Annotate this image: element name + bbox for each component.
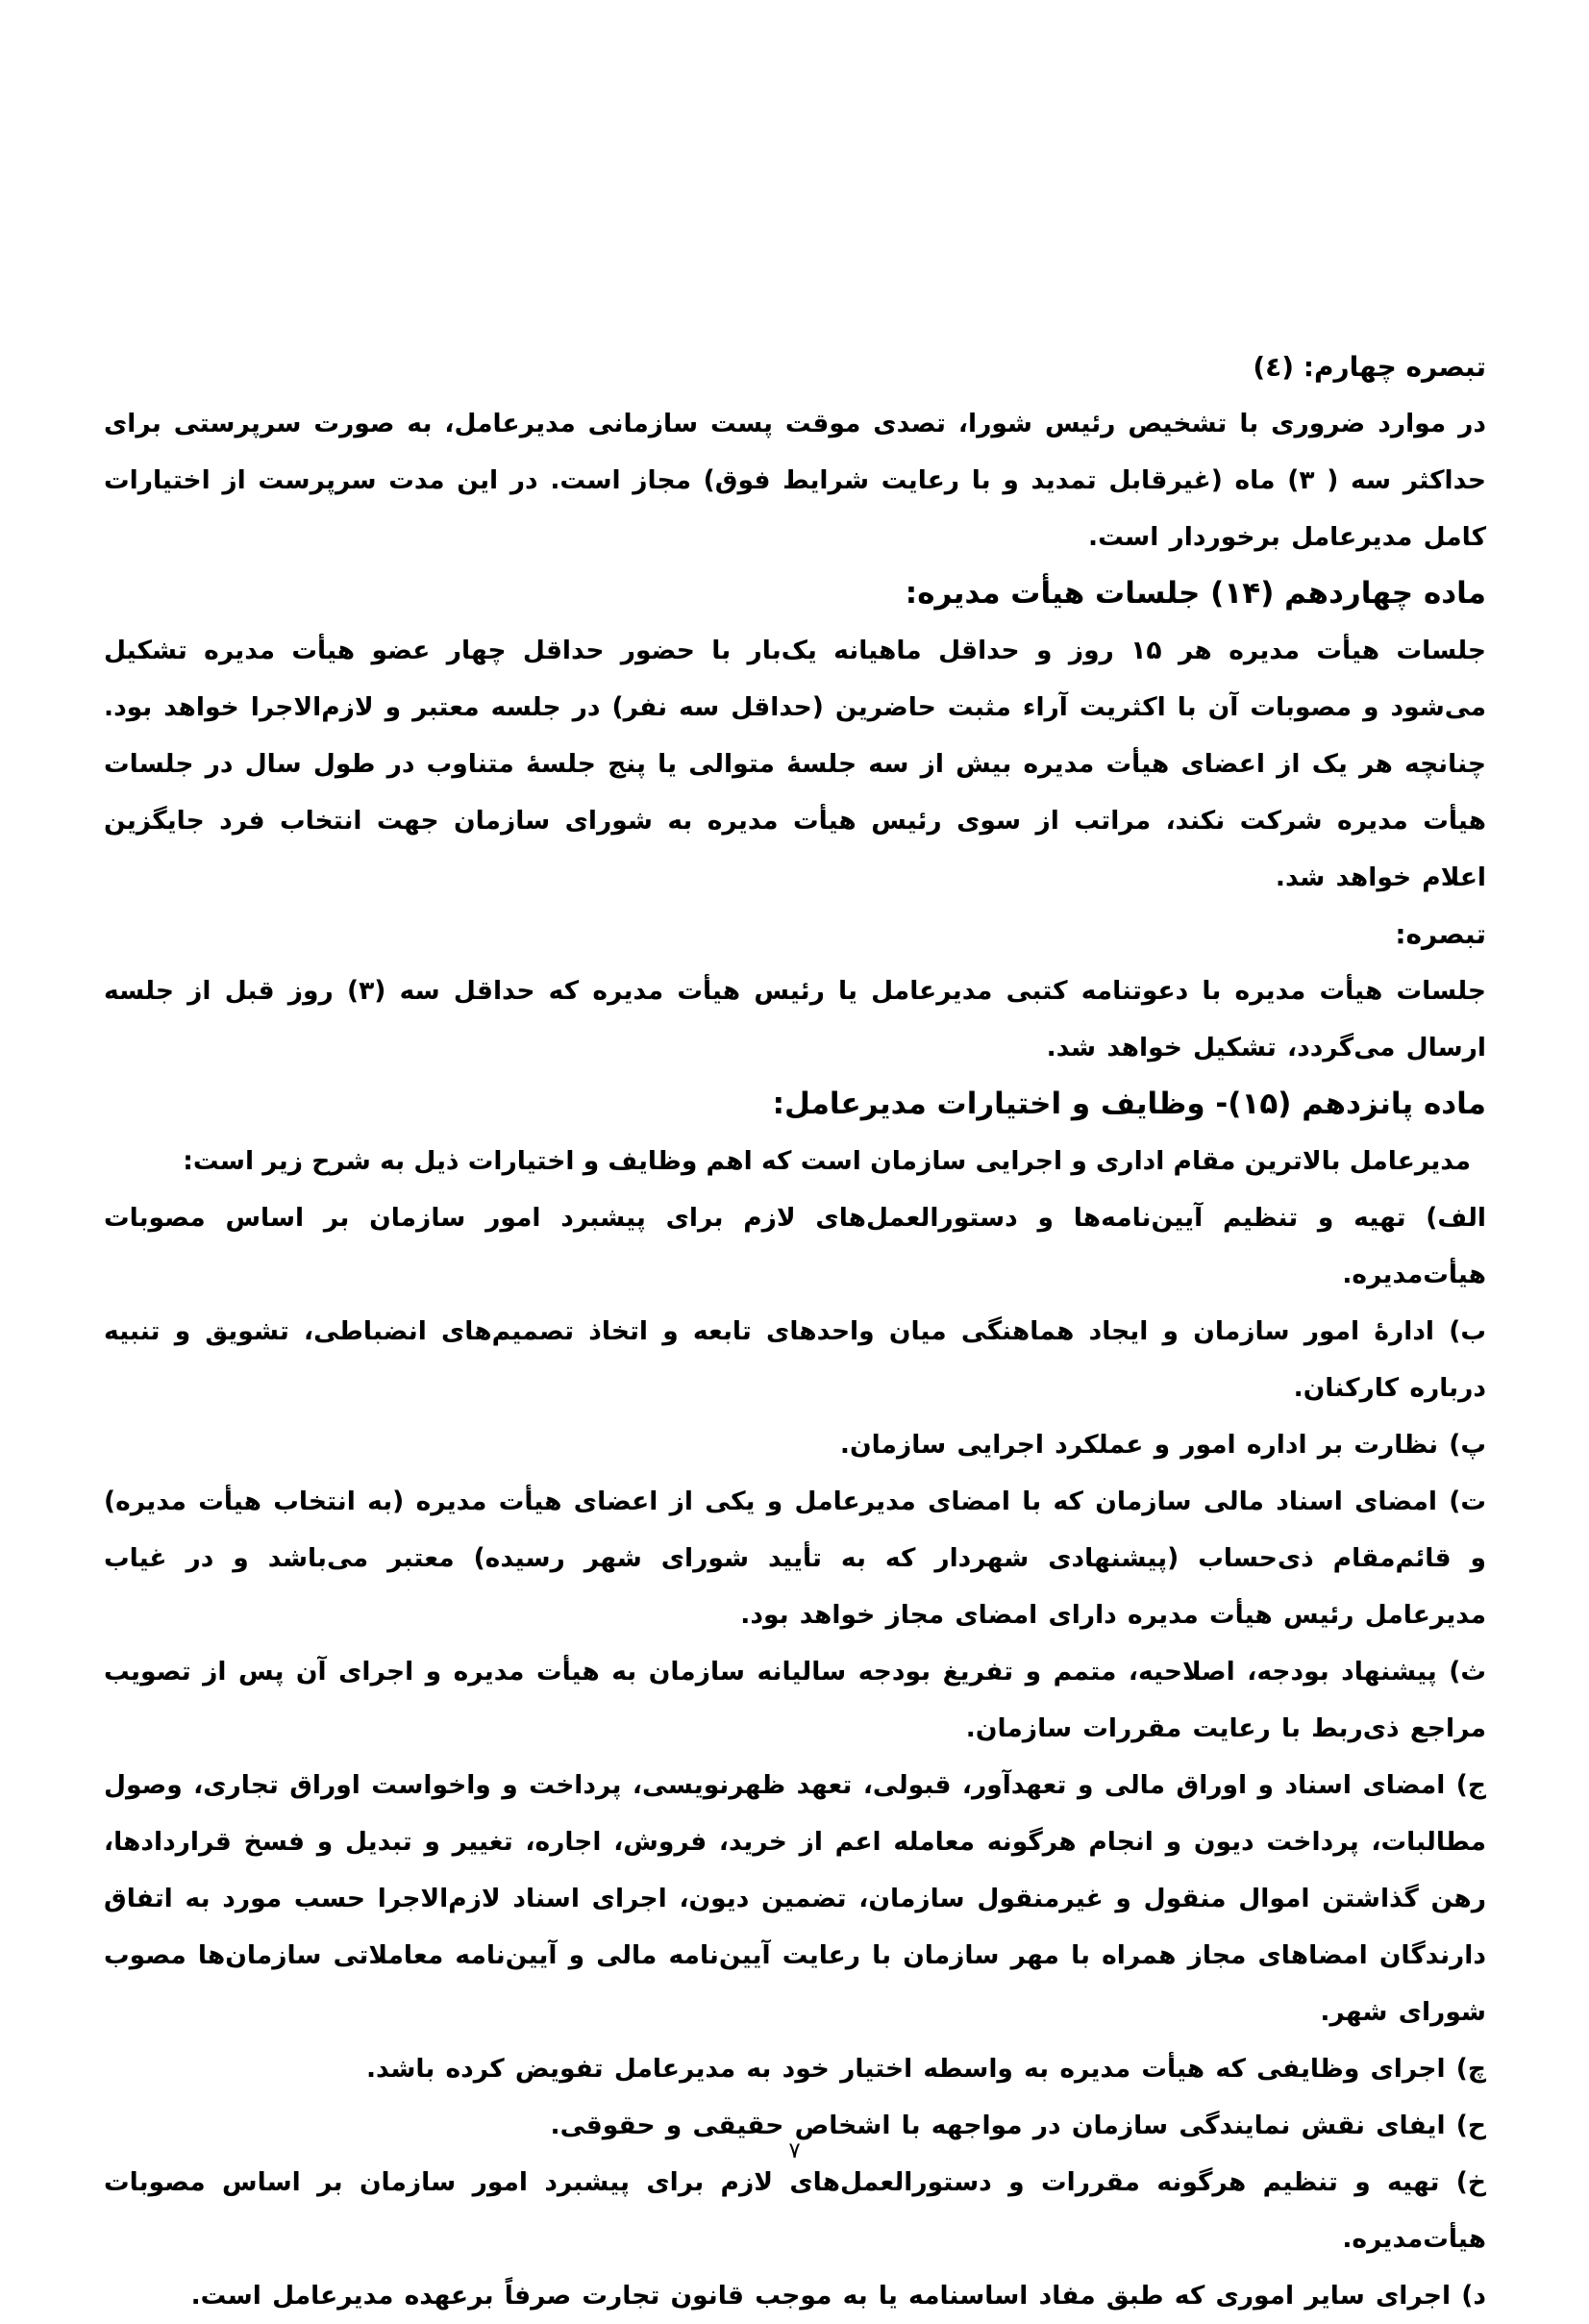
article-14-paragraph: جلسات هیأت مدیره هر ۱۵ روز و حداقل ماهیانه یک‌بار با حضور حداقل چهار عضو هیأت مدیره تشکیل می‌شود و مصوبات آن با اکثریت آراء مثبت حاضرین (حداقل سه نفر) در جلسه معتبر و لازم‌الاجرا خواهد بود. چنانچه هر یک از اعضای هیأت مدیره بیش از سه جلسۀ متوالی یا پنج جلسۀ متناوب در طول سال در جلسات هیأت مدیره شرکت نکند، مراتب از سوی رئیس هیأت مدیره به شورای سازمان جهت انتخاب فرد جایگزین اعلام خواهد شد.	[104, 636, 1486, 892]
duty-item-alef: الف) تهیه و تنظیم آیین‌نامه‌ها و دستورالعمل‌های لازم برای پیشبرد امور سازمان بر اساس مصوبات هیأت‌مدیره.	[104, 1203, 1486, 1289]
duty-item-dal: د) اجرای سایر اموری که طبق مفاد اساسنامه یا به موجب قانون تجارت صرفاً برعهده مدیرعامل است.	[190, 2281, 1486, 2311]
note-4-paragraph: در موارد ضروری با تشخیص رئیس شورا، تصدی موقت پست سازمانی مدیرعامل، به صورت سرپرستی برای حداکثر سه ( ۳) ماه (غیرقابل تمدید و با رعایت شرایط فوق) مجاز است. در این مدت سرپرست از اختیارات کامل مدیرعامل برخوردار است.	[104, 409, 1486, 552]
duty-item-he: ح) ایفای نقش نمایندگی سازمان در مواجهه با اشخاص حقیقی و حقوقی.	[550, 2111, 1486, 2140]
duty-item-pe: پ) نظارت بر اداره امور و عملکرد اجرایی سازمان.	[839, 1430, 1486, 1460]
article-14-heading: ماده چهاردهم (۱۴) جلسات هیأت مدیره:	[905, 576, 1486, 611]
note-heading: تبصره:	[1395, 918, 1486, 950]
duty-item-khe: خ) تهیه و تنظیم هرگونه مقررات و دستورالعمل‌های لازم برای پیشبرد امور سازمان بر اساس مصوبات هیأت‌مدیره.	[104, 2167, 1486, 2254]
duty-item-se: ث) پیشنهاد بودجه، اصلاحیه، متمم و تفریغ بودجه سالیانه سازمان به هیأت مدیره و اجرای آن پس از تصویب مراجع ذی‌ربط با رعایت مقررات سازمان.	[104, 1657, 1486, 1743]
duty-item-che: چ) اجرای وظایفی که هیأت مدیره به واسطه اختیار خود به مدیرعامل تفویض کرده باشد.	[365, 2054, 1486, 2084]
article-15-intro: مدیرعامل بالاترین مقام اداری و اجرایی سازمان است که اهم وظایف و اختیارات ذیل به شرح زیر است:	[183, 1146, 1471, 1176]
note-4-heading: تبصره چهارم: (٤)	[1253, 351, 1486, 383]
duty-item-jim: ج) امضای اسناد و اوراق مالی و تعهدآور، قبولی، تعهد ظهرنویسی، پرداخت و واخواست اوراق تجاری، وصول مطالبات، پرداخت دیون و انجام هرگونه معامله اعم از خرید، فروش، اجاره، تغییر و تبدیل و فسخ قراردادها، رهن گذاشتن اموال منقول و غیرمنقول سازمان، تضمین دیون، اجرای اسناد لازم‌الاجرا حسب مورد به اتفاق دارندگان امضاهای مجاز همراه با مهر سازمان با رعایت آیین‌نامه مالی و آیین‌نامه معاملاتی سازمان‌ها مصوب شورای شهر.	[104, 1770, 1486, 2027]
article-15-heading: ماده پانزدهم (۱۵)- وظایف و اختیارات مدیرعامل:	[772, 1087, 1486, 1121]
duty-item-be: ب) ادارۀ امور سازمان و ایجاد هماهنگی میان واحدهای تابعه و اتخاذ تصمیم‌های انضباطی، تشویق و تنبیه درباره کارکنان.	[104, 1316, 1486, 1403]
note-paragraph: جلسات هیأت مدیره با دعوتنامه کتبی مدیرعامل یا رئیس هیأت مدیره که حداقل سه (۳) روز قبل از جلسه ارسال می‌گردد، تشکیل خواهد شد.	[104, 976, 1486, 1062]
document-content	[104, 338, 1486, 2324]
page-number: ۷	[788, 2138, 801, 2163]
duty-item-te: ت) امضای اسناد مالی سازمان که با امضای مدیرعامل و یکی از اعضای هیأت مدیره (به انتخاب هیأت مدیره) و قائم‌مقام ذی‌حساب (پیشنهادی شهردار که به تأیید شورای شهر رسیده) معتبر می‌باشد و در غیاب مدیرعامل رئیس هیأت مدیره دارای امضای مجاز خواهد بود.	[104, 1487, 1486, 1630]
